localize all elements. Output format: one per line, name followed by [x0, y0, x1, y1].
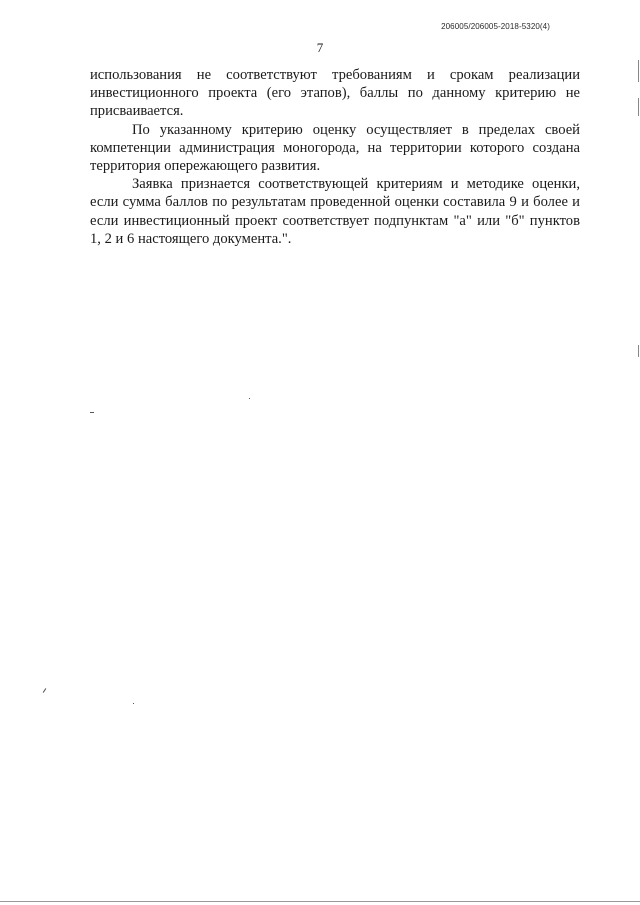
paragraph-2: По указанному критерию оценку осуществляет в пределах своей компетенции администрация моногорода, на территории которого создана территория опережающего развития. — [90, 121, 580, 175]
scan-speck — [90, 412, 94, 413]
scan-edge-mark — [638, 345, 639, 357]
document-body — [90, 66, 580, 248]
paragraph-3: Заявка признается соответствующей критериям и методике оценки, если сумма баллов по результатам проведенной оценки составила 9 и более и если инвестиционный проект соответствует подпунктам "а" или "б" пунктов 1, 2 и 6 настоящего документа.". — [90, 176, 580, 247]
scan-speck — [133, 703, 134, 704]
paragraph-1: использования не соответствуют требованиям и срокам реализации инвестиционного проекта (его этапов), баллы по данному критерию не присваивается. — [90, 67, 580, 120]
scan-edge-mark — [638, 60, 639, 82]
scan-bottom-edge — [0, 901, 640, 902]
page-number: 7 — [316, 40, 324, 55]
scan-edge-mark — [638, 98, 639, 116]
scan-speck — [249, 398, 250, 399]
scan-speck — [43, 688, 47, 693]
document-id: 206005/206005-2018-5320(4) — [441, 22, 550, 31]
